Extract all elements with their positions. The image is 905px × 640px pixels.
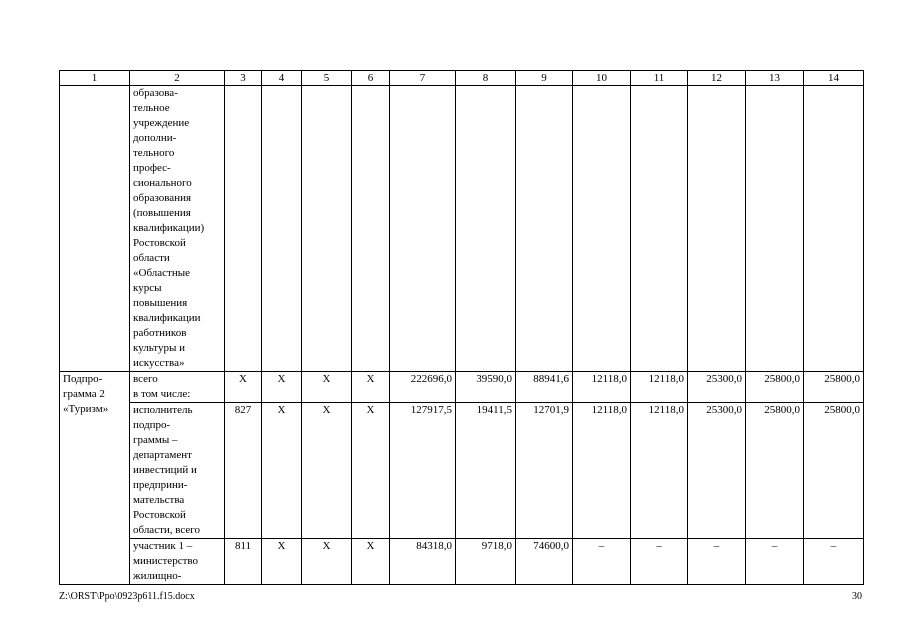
table-cell: X bbox=[352, 403, 390, 539]
table-row bbox=[60, 372, 864, 403]
table-cell: 74600,0 bbox=[516, 539, 573, 585]
table-row-continuation bbox=[60, 86, 864, 372]
table-cell: X bbox=[262, 403, 302, 539]
executor-cell: исполнитель подпро- граммы – департамент инвестиций и предприни- мательства Ростовской области, всего bbox=[130, 403, 225, 539]
table-row bbox=[60, 403, 864, 539]
column-header: 1 bbox=[60, 71, 130, 86]
executor-cell: образова- тельное учреждение дополни- тельного профес- сионального образования (повышения квалификации) Ростовской области «Областные курсы повышения квалификации работников культуры и искусства» bbox=[130, 86, 225, 372]
empty-cell bbox=[302, 86, 352, 372]
table-cell: 12701,9 bbox=[516, 403, 573, 539]
table-cell: 84318,0 bbox=[390, 539, 456, 585]
empty-cell bbox=[746, 86, 804, 372]
column-header: 10 bbox=[573, 71, 631, 86]
column-header: 2 bbox=[130, 71, 225, 86]
table-cell: 25300,0 bbox=[688, 403, 746, 539]
empty-cell bbox=[688, 86, 746, 372]
footer-file-path: Z:\ORST\Ppo\0923p611.f15.docx bbox=[59, 591, 195, 602]
table-cell: X bbox=[352, 372, 390, 403]
column-header: 13 bbox=[746, 71, 804, 86]
table-cell: 12118,0 bbox=[631, 372, 688, 403]
empty-cell bbox=[631, 86, 688, 372]
table-cell: 12118,0 bbox=[573, 372, 631, 403]
table-cell: X bbox=[302, 372, 352, 403]
table-row bbox=[60, 539, 864, 585]
column-header: 5 bbox=[302, 71, 352, 86]
table-cell: 827 bbox=[225, 403, 262, 539]
table-cell: 25800,0 bbox=[746, 403, 804, 539]
table-cell: 222696,0 bbox=[390, 372, 456, 403]
executor-cell: участник 1 – министерство жилищно- bbox=[130, 539, 225, 585]
column-header: 8 bbox=[456, 71, 516, 86]
table-cell: – bbox=[746, 539, 804, 585]
table-cell: 12118,0 bbox=[573, 403, 631, 539]
empty-cell bbox=[352, 86, 390, 372]
header-row bbox=[60, 71, 864, 86]
empty-cell bbox=[262, 86, 302, 372]
table-cell: 19411,5 bbox=[456, 403, 516, 539]
column-header: 7 bbox=[390, 71, 456, 86]
empty-cell bbox=[390, 86, 456, 372]
page-number: 30 bbox=[852, 591, 862, 602]
table-cell: – bbox=[631, 539, 688, 585]
empty-cell bbox=[225, 86, 262, 372]
table-cell: – bbox=[804, 539, 864, 585]
table-cell: – bbox=[688, 539, 746, 585]
column-header: 14 bbox=[804, 71, 864, 86]
table-cell: 127917,5 bbox=[390, 403, 456, 539]
budget-table bbox=[59, 70, 864, 585]
column-header: 12 bbox=[688, 71, 746, 86]
table-cell: 25800,0 bbox=[804, 403, 864, 539]
column-header: 9 bbox=[516, 71, 573, 86]
table-cell: 39590,0 bbox=[456, 372, 516, 403]
table-cell: 25800,0 bbox=[746, 372, 804, 403]
table-cell: X bbox=[262, 372, 302, 403]
table-cell: X bbox=[302, 403, 352, 539]
empty-cell bbox=[573, 86, 631, 372]
executor-cell: всего в том числе: bbox=[130, 372, 225, 403]
table-cell: X bbox=[352, 539, 390, 585]
table-cell: 12118,0 bbox=[631, 403, 688, 539]
column-header: 3 bbox=[225, 71, 262, 86]
table-cell: X bbox=[302, 539, 352, 585]
column-header: 4 bbox=[262, 71, 302, 86]
subprogram-name-cell: Подпро- грамма 2 «Туризм» bbox=[60, 372, 130, 585]
column-header: 11 bbox=[631, 71, 688, 86]
empty-cell bbox=[804, 86, 864, 372]
column-header: 6 bbox=[352, 71, 390, 86]
empty-cell bbox=[516, 86, 573, 372]
table-cell: 25300,0 bbox=[688, 372, 746, 403]
empty-cell bbox=[60, 86, 130, 372]
table-cell: – bbox=[573, 539, 631, 585]
table-cell: 25800,0 bbox=[804, 372, 864, 403]
table-cell: 88941,6 bbox=[516, 372, 573, 403]
table-cell: X bbox=[262, 539, 302, 585]
table-cell: 9718,0 bbox=[456, 539, 516, 585]
empty-cell bbox=[456, 86, 516, 372]
table-cell: 811 bbox=[225, 539, 262, 585]
table-cell: X bbox=[225, 372, 262, 403]
